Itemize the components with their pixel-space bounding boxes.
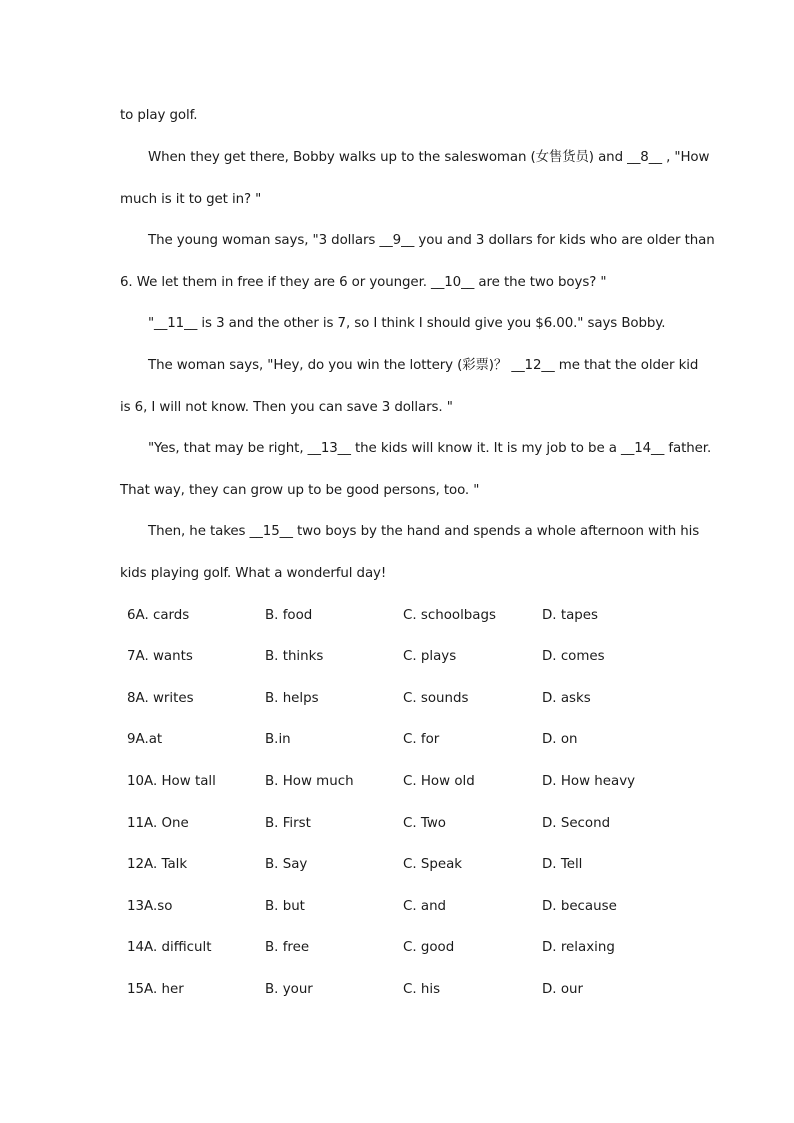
option-a: 7A. wants [127,649,193,664]
option-d: D. Tell [542,857,583,872]
option-d: D. comes [542,649,605,664]
option-c: C. and [403,899,447,914]
option-d: D. Second [542,816,611,831]
passage-line: When they get there, Bobby walks up to the saleswoman (女售货员) and __8__ , "How [148,150,710,165]
option-a: 6A. cards [127,608,190,623]
option-a: 14A. difficult [127,940,212,955]
option-a: 12A. Talk [127,857,188,872]
option-b: B. your [265,982,313,997]
passage-line: The young woman says, "3 dollars __9__ you and 3 dollars for kids who are older than [148,233,715,248]
option-b: B. How much [265,774,354,789]
option-d: D. tapes [542,608,598,623]
option-d: D. on [542,732,578,747]
option-c: C. good [403,940,455,955]
passage-line: That way, they can grow up to be good persons, too. " [120,483,480,498]
option-c: C. schoolbags [403,608,496,623]
option-b: B. free [265,940,310,955]
option-d: D. asks [542,691,591,706]
option-b: B. but [265,899,305,914]
passage-line: The woman says, "Hey, do you win the lottery (彩票)？ __12__ me that the older kid [148,358,699,373]
passage-line: "__11__ is 3 and the other is 7, so I think I should give you $6.00." says Bobby. [148,316,666,331]
option-c: C. Speak [403,857,463,872]
passage-line: to play golf. [120,108,198,123]
option-c: C. sounds [403,691,469,706]
passage-line: 6. We let them in free if they are 6 or younger. __10__ are the two boys? " [120,275,607,290]
option-b: B. Say [265,857,308,872]
passage-line: "Yes, that may be right, __13__ the kids will know it. It is my job to be a __14__ father. [148,441,712,456]
option-a: 13A.so [127,899,173,914]
option-b: B. food [265,608,313,623]
option-d: D. How heavy [542,774,636,789]
option-c: C. plays [403,649,457,664]
option-b: B. First [265,816,311,831]
option-c: C. for [403,732,440,747]
option-c: C. Two [403,816,446,831]
option-d: D. our [542,982,584,997]
passage-line: Then, he takes __15__ two boys by the hand and spends a whole afternoon with his [148,524,700,539]
option-b: B. helps [265,691,319,706]
option-c: C. his [403,982,441,997]
option-a: 8A. writes [127,691,194,706]
option-b: B. thinks [265,649,324,664]
passage-line: much is it to get in? " [120,192,262,207]
option-b: B.in [265,732,291,747]
passage-line: is 6, I will not know. Then you can save 3 dollars. " [120,400,453,415]
option-c: C. How old [403,774,475,789]
option-a: 15A. her [127,982,184,997]
option-a: 9A.at [127,732,163,747]
passage-line: kids playing golf. What a wonderful day! [120,566,387,581]
option-a: 10A. How tall [127,774,216,789]
option-a: 11A. One [127,816,189,831]
option-d: D. because [542,899,617,914]
option-d: D. relaxing [542,940,615,955]
